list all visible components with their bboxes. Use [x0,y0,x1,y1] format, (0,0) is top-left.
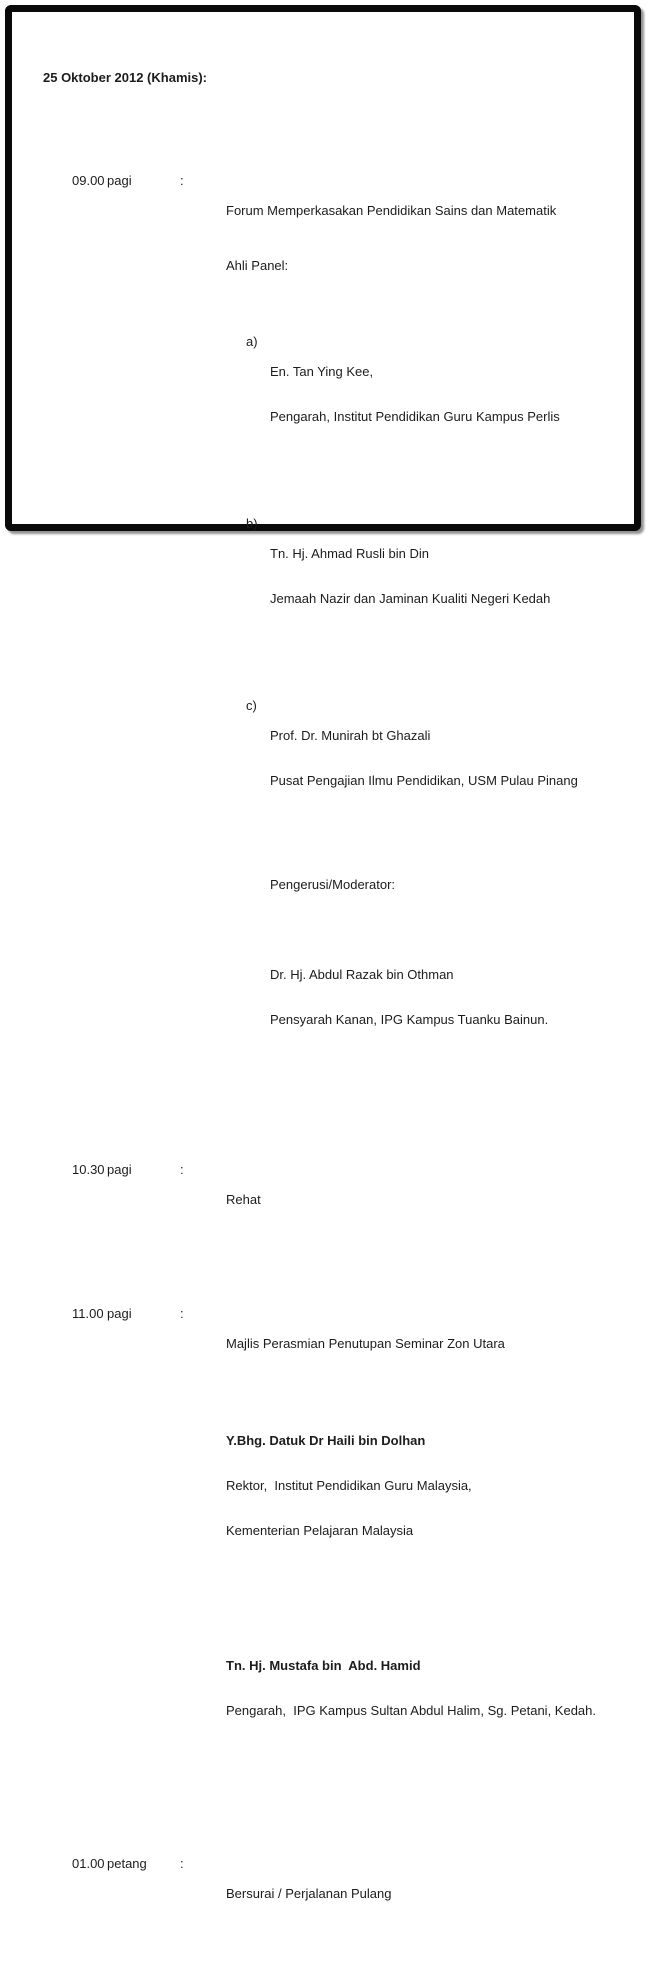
document-frame [5,5,641,1901]
panel-item-name: Tn. Hj. Ahmad Rusli bin Din [270,546,429,561]
event-body [226,1162,624,1237]
panel-heading: Ahli Panel: [226,258,289,273]
event-title: Forum Memperkasakan Pendidikan Sains dan Matematik [226,203,557,218]
time-label: 09.00 [72,173,105,188]
official-desc-line: Pengarah, IPG Kampus Sultan Abdul Halim, Sg. Petani, Kedah. [226,1703,596,1718]
official-block [226,1403,624,1568]
schedule-row-0100 [72,1856,624,1931]
period-label: pagi [107,173,132,188]
event-body [226,1856,624,1931]
official-name: Y.Bhg. Datuk Dr Haili bin Dolhan [226,1433,426,1448]
period-label: pagi [107,1306,132,1321]
event-title: Rehat [226,1192,261,1207]
event-title: Bersurai / Perjalanan Pulang [226,1886,392,1901]
schedule-row-0900 [72,173,624,1087]
period-label: pagi [107,1162,132,1177]
time-label: 11.00 [72,1306,104,1321]
official-name: Tn. Hj. Mustafa bin Abd. Hamid [226,1658,421,1673]
panel-item-body [270,516,624,636]
event-title: Majlis Perasmian Penutupan Seminar Zon Utara [226,1336,505,1351]
moderator-desc: Pensyarah Kanan, IPG Kampus Tuanku Bainun. [270,1012,549,1027]
panel-item-name: Prof. Dr. Munirah bt Ghazali [270,728,431,743]
event-body [226,173,624,1087]
panel-item-label: c) [246,698,257,713]
panel-item-label: b) [246,516,258,531]
official-block [226,1628,624,1748]
moderator-name: Dr. Hj. Abdul Razak bin Othman [270,967,454,982]
official-desc-line: Kementerian Pelajaran Malaysia [226,1523,414,1538]
panel-item [246,334,624,454]
event-body [226,1306,624,1778]
panel-item-label: a) [246,334,258,349]
panel-item-desc: Pusat Pengajian Ilmu Pendidikan, USM Pulau Pinang [270,773,578,788]
colon-separator: : [180,1306,184,1321]
official-desc-line: Rektor, Institut Pendidikan Guru Malaysia, [226,1478,472,1493]
panel-item-desc: Pengarah, Institut Pendidikan Guru Kampus Perlis [270,409,560,424]
moderator-heading: Pengerusi/Moderator: [270,877,396,892]
panel-item-name: En. Tan Ying Kee, [270,364,374,379]
schedule-row-1100 [72,1306,624,1778]
moderator-block [270,937,624,1057]
colon-separator: : [180,173,184,188]
schedule-row-1030 [72,1162,624,1237]
panel-item-desc: Jemaah Nazir dan Jaminan Kualiti Negeri Kedah [270,591,551,606]
panel-item-body [270,334,624,454]
period-label: petang [107,1856,147,1871]
colon-separator: : [180,1856,184,1871]
schedule-page [12,12,634,1901]
panel-item [246,516,624,636]
panel-item [246,698,624,818]
date-heading: 25 Oktober 2012 (Khamis): [43,70,208,85]
time-label: 10.30 [72,1162,105,1177]
panel-item-body [270,698,624,818]
colon-separator: : [180,1162,184,1177]
time-label: 01.00 [72,1856,105,1871]
